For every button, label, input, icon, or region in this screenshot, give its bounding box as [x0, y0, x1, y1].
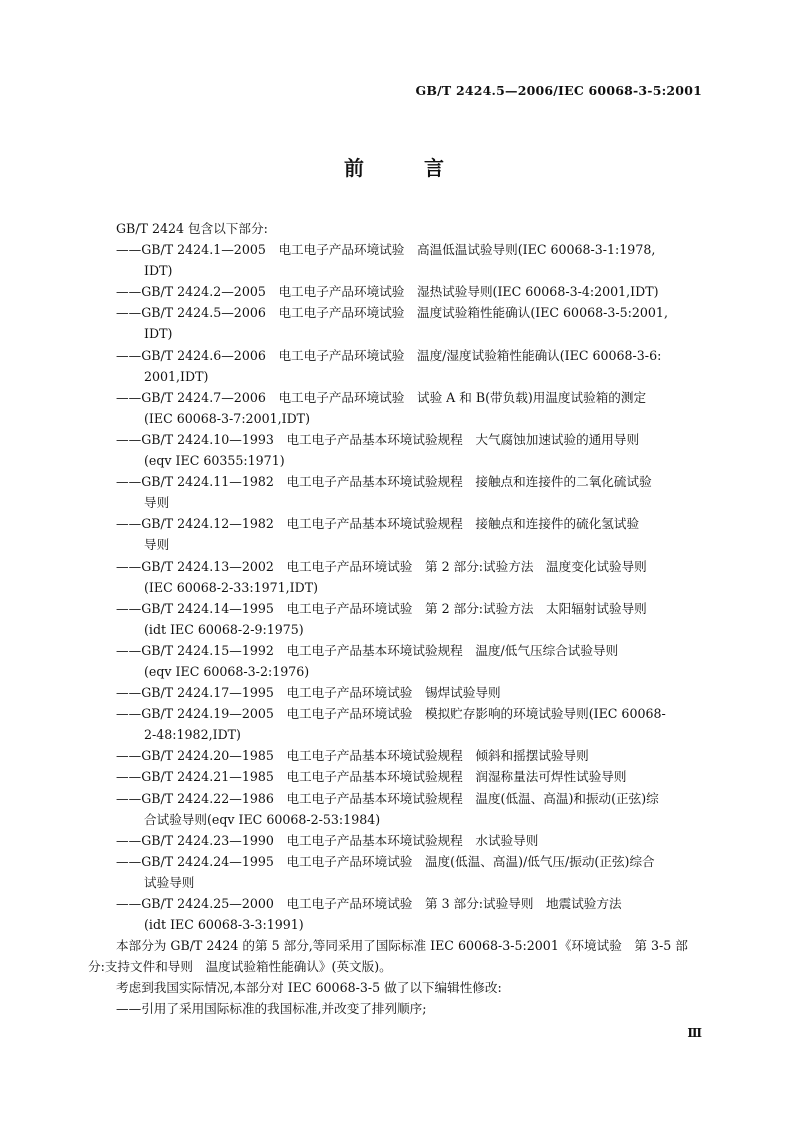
list-item — [88, 745, 706, 766]
list-item-continuation: 2-48:1982,IDT) — [144, 727, 241, 743]
list-item-line: ——GB/T 2424.13—2002 电工电子产品环境试验 第 2 部分:试验方法 温度变化试验导则 — [116, 558, 647, 574]
list-item-continuation: 导则 — [144, 537, 170, 553]
list-item — [88, 302, 706, 344]
list-item-line: ——GB/T 2424.6—2006 电工电子产品环境试验 温度/湿度试验箱性能确认(IEC 60068-3-6: — [116, 347, 662, 363]
list-item — [88, 345, 706, 387]
list-item — [88, 851, 706, 893]
list-item-line: ——GB/T 2424.21—1985 电工电子产品基本环境试验规程 润湿称量法可焊性试验导则 — [116, 769, 627, 785]
list-item-line: ——GB/T 2424.25—2000 电工电子产品环境试验 第 3 部分:试验导则 地震试验方法 — [116, 896, 622, 911]
list-item — [88, 788, 706, 830]
page-number: Ⅲ — [687, 1026, 702, 1040]
list-item-line: ——GB/T 2424.5—2006 电工电子产品环境试验 温度试验箱性能确认(IEC 60068-3-5:2001, — [116, 305, 668, 321]
adoption-paragraph-line1: 本部分为 GB/T 2424 的第 5 部分,等同采用了国际标准 IEC 60068-3-5:2001《环境试验 第 3-5 部 — [116, 938, 688, 954]
list-item — [88, 682, 706, 703]
list-item-continuation: IDT) — [144, 326, 173, 342]
list-item-line: ——GB/T 2424.22—1986 电工电子产品基本环境试验规程 温度(低温、高温)和振动(正弦)综 — [116, 790, 659, 806]
list-item-continuation: (idt IEC 60068-2-9:1975) — [144, 621, 304, 637]
list-item-continuation: IDT) — [144, 263, 173, 279]
list-item-continuation: (IEC 60068-2-33:1971,IDT) — [144, 579, 319, 595]
list-item — [88, 239, 706, 281]
modification-item: ——引用了采用国际标准的我国标准,并改变了排列顺序; — [116, 1001, 427, 1017]
document-code-header: GB/T 2424.5—2006/IEC 60068-3-5:2001 — [415, 83, 702, 98]
list-item-line: ——GB/T 2424.7—2006 电工电子产品环境试验 试验 A 和 B(带负载)用温度试验箱的测定 — [116, 389, 647, 405]
list-item — [88, 513, 706, 555]
list-item-line: ——GB/T 2424.15—1992 电工电子产品基本环境试验规程 温度/低气压综合试验导则 — [116, 642, 619, 658]
foreword-body — [88, 218, 706, 1020]
adoption-paragraph-line2: 分:支持文件和导则 温度试验箱性能确认》(英文版)。 — [88, 959, 392, 975]
list-item-continuation: (idt IEC 60068-3-3:1991) — [144, 917, 304, 933]
list-item — [88, 640, 706, 682]
list-item-line: ——GB/T 2424.2—2005 电工电子产品环境试验 湿热试验导则(IEC 60068-3-4:2001,IDT) — [116, 284, 659, 300]
list-item-line: ——GB/T 2424.19—2005 电工电子产品环境试验 模拟贮存影响的环境试验导则(IEC 60068- — [116, 706, 666, 722]
list-item-continuation: 2001,IDT) — [144, 368, 209, 384]
list-item — [88, 471, 706, 513]
list-item-line: ——GB/T 2424.23—1990 电工电子产品基本环境试验规程 水试验导则 — [116, 832, 539, 848]
modification-paragraph: 考虑到我国实际情况,本部分对 IEC 60068-3-5 做了以下编辑性修改: — [116, 980, 502, 996]
list-item-continuation: 合试验导则(eqv IEC 60068-2-53:1984) — [144, 811, 381, 827]
list-item — [88, 387, 706, 429]
list-item-continuation: 导则 — [144, 495, 170, 511]
list-item — [88, 281, 706, 302]
list-item-continuation: (eqv IEC 60068-3-2:1976) — [144, 663, 310, 679]
list-item — [88, 556, 706, 598]
part-list — [88, 239, 706, 935]
list-item-continuation: (eqv IEC 60355:1971) — [144, 453, 285, 469]
list-item — [88, 429, 706, 471]
list-item-line: ——GB/T 2424.24—1995 电工电子产品环境试验 温度(低温、高温)/低气压/振动(正弦)综合 — [116, 853, 655, 869]
list-item-line: ——GB/T 2424.17—1995 电工电子产品环境试验 锡焊试验导则 — [116, 685, 501, 701]
list-item — [88, 830, 706, 851]
intro-paragraph: GB/T 2424 包含以下部分: — [116, 221, 268, 236]
list-item-line: ——GB/T 2424.12—1982 电工电子产品基本环境试验规程 接触点和连接件的硫化氢试验 — [116, 516, 640, 532]
list-item-line: ——GB/T 2424.20—1985 电工电子产品基本环境试验规程 倾斜和摇摆试验导则 — [116, 748, 589, 764]
list-item — [88, 893, 706, 935]
list-item-line: ——GB/T 2424.14—1995 电工电子产品环境试验 第 2 部分:试验方法 太阳辐射试验导则 — [116, 600, 647, 616]
list-item-line: ——GB/T 2424.10—1993 电工电子产品基本环境试验规程 大气腐蚀加速试验的通用导则 — [116, 431, 640, 447]
list-item-line: ——GB/T 2424.1—2005 电工电子产品环境试验 高温低温试验导则(IEC 60068-3-1:1978, — [116, 242, 656, 258]
page-title: 前 言 — [344, 156, 464, 180]
list-item-continuation: (IEC 60068-3-7:2001,IDT) — [144, 410, 311, 426]
list-item — [88, 598, 706, 640]
list-item-continuation: 试验导则 — [144, 874, 195, 890]
list-item-line: ——GB/T 2424.11—1982 电工电子产品基本环境试验规程 接触点和连接件的二氧化硫试验 — [116, 474, 652, 490]
list-item — [88, 703, 706, 745]
list-item — [88, 766, 706, 787]
